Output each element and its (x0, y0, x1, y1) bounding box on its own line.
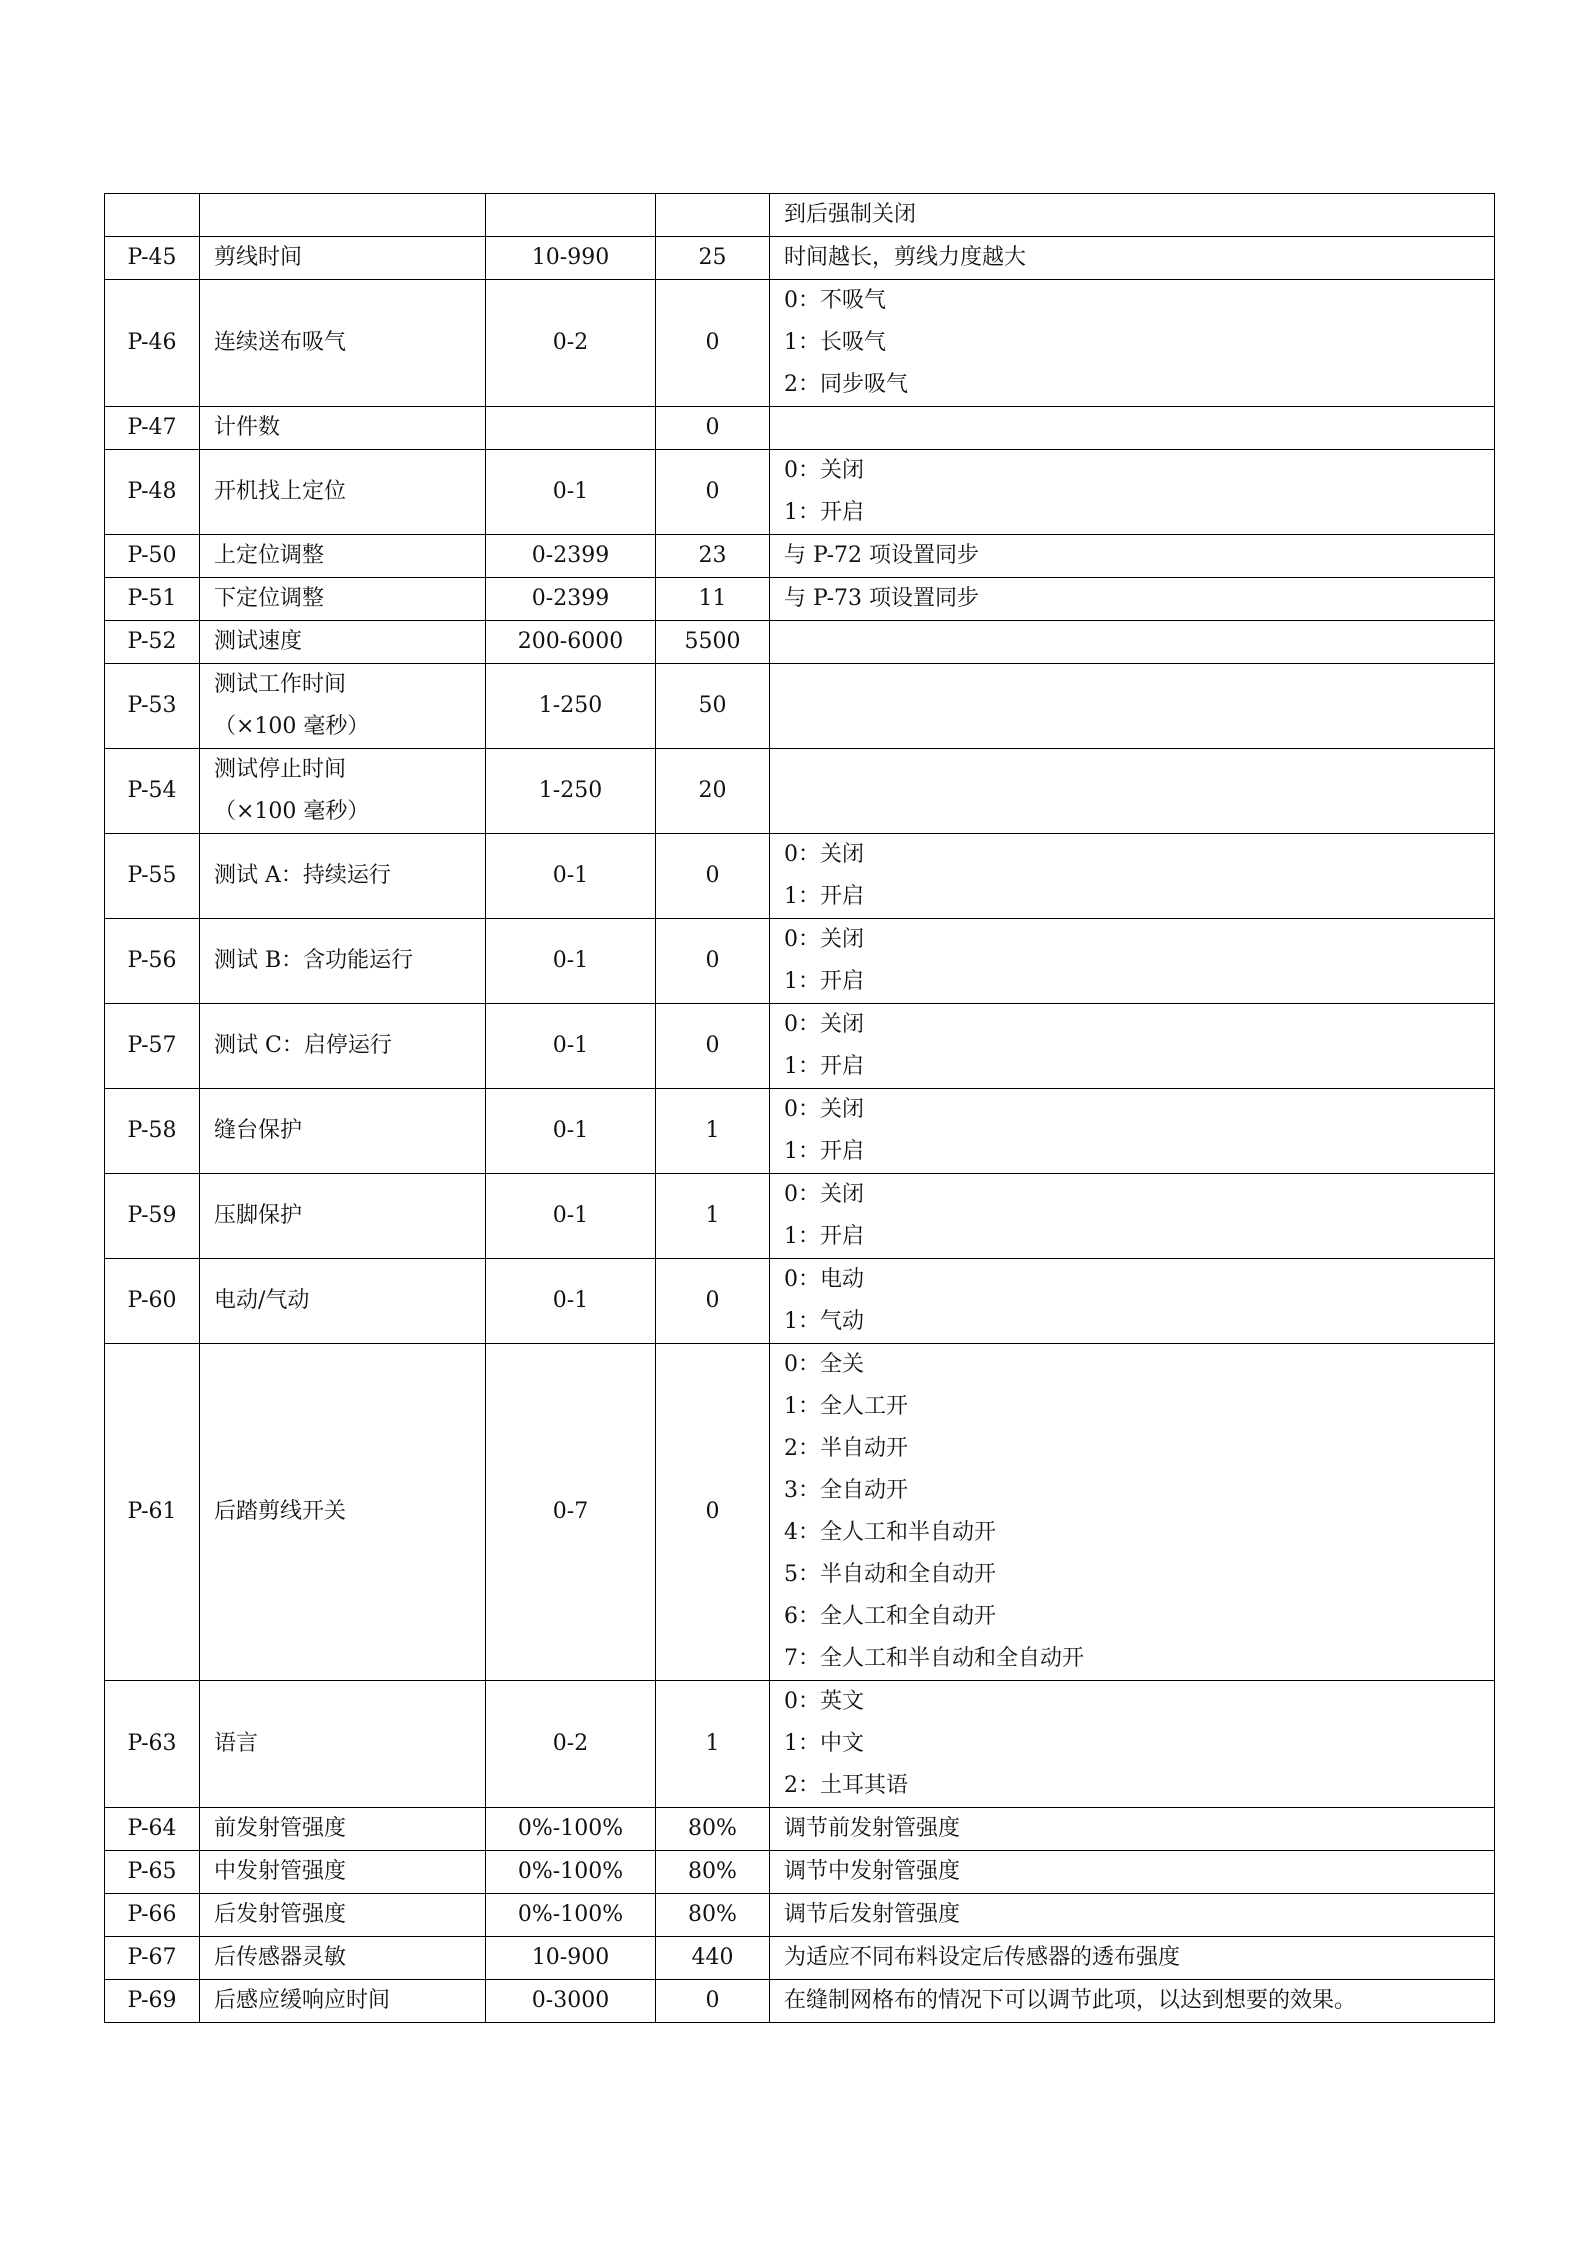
parameter-default: 1 (656, 1681, 770, 1808)
parameter-description (770, 1851, 1495, 1894)
parameter-description (770, 1681, 1495, 1808)
parameter-description-line: 1：开启 (784, 1054, 864, 1079)
parameter-description-line: 调节前发射管强度 (784, 1816, 961, 1841)
parameter-name-line: 计件数 (214, 415, 281, 440)
parameter-description-line: 0：关闭 (784, 1012, 864, 1037)
table-row (105, 1259, 1495, 1344)
parameter-name-line: 测试速度 (214, 629, 303, 654)
parameter-name (200, 664, 486, 749)
parameter-code: P-67 (105, 1937, 200, 1980)
parameter-name-line: （×100 毫秒） (214, 714, 370, 739)
parameter-description (770, 1937, 1495, 1980)
parameter-range: 1-250 (486, 749, 656, 834)
parameter-description (770, 450, 1495, 535)
parameter-range: 10-900 (486, 1937, 656, 1980)
parameter-description (770, 237, 1495, 280)
parameter-code: P-69 (105, 1980, 200, 2023)
parameter-description-line: 1：开启 (784, 500, 864, 525)
parameter-table (104, 193, 1495, 2023)
parameter-default: 0 (656, 280, 770, 407)
parameter-name (200, 1681, 486, 1808)
table-row (105, 749, 1495, 834)
table-row (105, 1980, 1495, 2023)
parameter-description-line: 0：关闭 (784, 458, 864, 483)
parameter-default: 1 (656, 1089, 770, 1174)
parameter-description (770, 834, 1495, 919)
table-row (105, 1681, 1495, 1808)
parameter-range: 0-1 (486, 1259, 656, 1344)
parameter-code: P-65 (105, 1851, 200, 1894)
parameter-description-line: 2：土耳其语 (784, 1773, 908, 1798)
parameter-description-line: 1：全人工开 (784, 1394, 908, 1419)
parameter-description-line: 1：开启 (784, 884, 864, 909)
table-row (105, 1344, 1495, 1681)
parameter-default: 0 (656, 919, 770, 1004)
parameter-default: 0 (656, 450, 770, 535)
parameter-description (770, 407, 1495, 450)
parameter-description-line: 调节中发射管强度 (784, 1859, 961, 1884)
parameter-description (770, 1894, 1495, 1937)
parameter-range: 0-1 (486, 450, 656, 535)
parameter-range: 0-1 (486, 834, 656, 919)
parameter-name (200, 407, 486, 450)
parameter-code: P-48 (105, 450, 200, 535)
parameter-name (200, 919, 486, 1004)
parameter-name-line: 上定位调整 (214, 543, 325, 568)
parameter-description (770, 1089, 1495, 1174)
parameter-description-line: 为适应不同布料设定后传感器的透布强度 (784, 1945, 1181, 1970)
parameter-description-line: 0：关闭 (784, 927, 864, 952)
parameter-range: 0%-100% (486, 1808, 656, 1851)
parameter-range: 0%-100% (486, 1851, 656, 1894)
parameter-default: 80% (656, 1851, 770, 1894)
parameter-default: 5500 (656, 621, 770, 664)
parameter-code: P-64 (105, 1808, 200, 1851)
parameter-code: P-45 (105, 237, 200, 280)
parameter-name (200, 578, 486, 621)
parameter-description-line (784, 621, 1480, 663)
parameter-name-line: 连续送布吸气 (214, 330, 347, 355)
parameter-description (770, 535, 1495, 578)
parameter-description (770, 1808, 1495, 1851)
parameter-code: P-50 (105, 535, 200, 578)
parameter-description-line: 到后强制关闭 (784, 202, 917, 227)
table-row (105, 1808, 1495, 1851)
parameter-description (770, 919, 1495, 1004)
parameter-range: 0-2399 (486, 578, 656, 621)
parameter-code: P-47 (105, 407, 200, 450)
parameter-range: 0-2 (486, 1681, 656, 1808)
parameter-code: P-61 (105, 1344, 200, 1681)
parameter-name-line: 剪线时间 (214, 245, 303, 270)
parameter-description-line: 1：开启 (784, 1139, 864, 1164)
parameter-name (200, 621, 486, 664)
document-page (104, 193, 1495, 2023)
parameter-code: P-57 (105, 1004, 200, 1089)
parameter-description-line (784, 407, 1480, 449)
parameter-description-line: 0：关闭 (784, 1182, 864, 1207)
parameter-range: 0%-100% (486, 1894, 656, 1937)
parameter-range: 0-7 (486, 1344, 656, 1681)
parameter-description-line: 7：全人工和半自动和全自动开 (784, 1646, 1084, 1671)
parameter-description-line: 1：长吸气 (784, 330, 886, 355)
parameter-default: 50 (656, 664, 770, 749)
parameter-code: P-66 (105, 1894, 200, 1937)
table-row (105, 535, 1495, 578)
parameter-name (200, 1259, 486, 1344)
parameter-default: 440 (656, 1937, 770, 1980)
parameter-name-line: 语言 (214, 1731, 259, 1756)
parameter-name (200, 237, 486, 280)
parameter-code: P-46 (105, 280, 200, 407)
parameter-range: 0-1 (486, 1174, 656, 1259)
parameter-default: 0 (656, 407, 770, 450)
parameter-name (200, 749, 486, 834)
parameter-range: 200-6000 (486, 621, 656, 664)
parameter-description (770, 194, 1495, 237)
parameter-name-line: 测试停止时间 (214, 757, 347, 782)
parameter-description-line (784, 791, 1480, 833)
parameter-name-line: 压脚保护 (214, 1203, 303, 1228)
parameter-name-line: 后感应缓响应时间 (214, 1988, 391, 2013)
parameter-range: 0-1 (486, 1004, 656, 1089)
parameter-range: 0-1 (486, 919, 656, 1004)
table-row (105, 237, 1495, 280)
parameter-description-line: 与 P-72 项设置同步 (784, 543, 980, 568)
parameter-code: P-55 (105, 834, 200, 919)
parameter-name-line: （×100 毫秒） (214, 799, 370, 824)
parameter-default: 80% (656, 1808, 770, 1851)
parameter-name (200, 1937, 486, 1980)
parameter-range: 0-1 (486, 1089, 656, 1174)
parameter-name (200, 1174, 486, 1259)
parameter-name-line: 测试工作时间 (214, 672, 347, 697)
parameter-code: P-53 (105, 664, 200, 749)
parameter-name-line: 后发射管强度 (214, 1902, 347, 1927)
parameter-code: P-52 (105, 621, 200, 664)
parameter-description (770, 749, 1495, 834)
parameter-name (200, 1851, 486, 1894)
table-row (105, 621, 1495, 664)
parameter-name-line: 后传感器灵敏 (214, 1945, 347, 1970)
parameter-description-line (784, 749, 1480, 791)
parameter-description-line (784, 706, 1480, 748)
parameter-description-line: 4：全人工和半自动开 (784, 1520, 996, 1545)
parameter-name-line: 后踏剪线开关 (214, 1499, 347, 1524)
parameter-description-line: 3：全自动开 (784, 1478, 908, 1503)
parameter-name (200, 1980, 486, 2023)
parameter-range: 0-3000 (486, 1980, 656, 2023)
parameter-description (770, 1980, 1495, 2023)
parameter-name (200, 834, 486, 919)
parameter-name (200, 1089, 486, 1174)
parameter-name-line: 缝台保护 (214, 1118, 303, 1143)
parameter-default: 23 (656, 535, 770, 578)
parameter-default: 80% (656, 1894, 770, 1937)
parameter-default: 0 (656, 1980, 770, 2023)
parameter-name-line: 测试 C：启停运行 (214, 1033, 392, 1058)
parameter-name-line: 开机找上定位 (214, 479, 347, 504)
parameter-default: 0 (656, 834, 770, 919)
parameter-description-line: 2：同步吸气 (784, 372, 908, 397)
parameter-name (200, 1808, 486, 1851)
parameter-name-line: 测试 A：持续运行 (214, 863, 391, 888)
table-row (105, 407, 1495, 450)
parameter-description (770, 1259, 1495, 1344)
parameter-range: 10-990 (486, 237, 656, 280)
parameter-name-line (214, 194, 471, 236)
table-row (105, 664, 1495, 749)
parameter-description-line: 0：关闭 (784, 1097, 864, 1122)
table-row (105, 194, 1495, 237)
table-row (105, 1851, 1495, 1894)
parameter-description (770, 1344, 1495, 1681)
parameter-name (200, 280, 486, 407)
parameter-description-line: 0：关闭 (784, 842, 864, 867)
parameter-name (200, 450, 486, 535)
parameter-description-line: 时间越长，剪线力度越大 (784, 245, 1027, 270)
parameter-default (656, 194, 770, 237)
parameter-name (200, 194, 486, 237)
parameter-name (200, 1894, 486, 1937)
parameter-description-line: 调节后发射管强度 (784, 1902, 961, 1927)
parameter-description-line: 0：全关 (784, 1352, 864, 1377)
parameter-range: 0-2399 (486, 535, 656, 578)
parameter-description-line: 在缝制网格布的情况下可以调节此项，以达到想要的效果。 (784, 1988, 1357, 2013)
parameter-name-line: 下定位调整 (214, 586, 325, 611)
parameter-code (105, 194, 200, 237)
parameter-description (770, 1174, 1495, 1259)
parameter-range (486, 407, 656, 450)
parameter-range: 0-2 (486, 280, 656, 407)
parameter-default: 25 (656, 237, 770, 280)
parameter-description (770, 578, 1495, 621)
parameter-description-line (784, 664, 1480, 706)
parameter-code: P-63 (105, 1681, 200, 1808)
parameter-description-line: 0：电动 (784, 1267, 864, 1292)
parameter-description-line: 0：不吸气 (784, 288, 886, 313)
parameter-description-line: 2：半自动开 (784, 1436, 908, 1461)
parameter-description-line: 1：气动 (784, 1309, 864, 1334)
parameter-table-body (105, 194, 1495, 2023)
parameter-default: 0 (656, 1259, 770, 1344)
parameter-code: P-60 (105, 1259, 200, 1344)
parameter-description-line: 0：英文 (784, 1689, 864, 1714)
parameter-name-line: 测试 B：含功能运行 (214, 948, 414, 973)
parameter-range: 1-250 (486, 664, 656, 749)
parameter-description (770, 1004, 1495, 1089)
table-row (105, 1004, 1495, 1089)
table-row (105, 1089, 1495, 1174)
parameter-description-line: 1：开启 (784, 1224, 864, 1249)
parameter-default: 11 (656, 578, 770, 621)
table-row (105, 1937, 1495, 1980)
parameter-code: P-59 (105, 1174, 200, 1259)
parameter-code: P-58 (105, 1089, 200, 1174)
parameter-description (770, 280, 1495, 407)
table-row (105, 578, 1495, 621)
parameter-description (770, 664, 1495, 749)
parameter-code: P-54 (105, 749, 200, 834)
parameter-name (200, 1004, 486, 1089)
parameter-default: 0 (656, 1004, 770, 1089)
parameter-description-line: 1：开启 (784, 969, 864, 994)
table-row (105, 834, 1495, 919)
table-row (105, 919, 1495, 1004)
parameter-name-line: 中发射管强度 (214, 1859, 347, 1884)
parameter-description-line: 1：中文 (784, 1731, 864, 1756)
table-row (105, 450, 1495, 535)
parameter-code: P-56 (105, 919, 200, 1004)
parameter-default: 20 (656, 749, 770, 834)
table-row (105, 1894, 1495, 1937)
parameter-description-line: 5：半自动和全自动开 (784, 1562, 996, 1587)
parameter-name (200, 1344, 486, 1681)
parameter-description-line: 6：全人工和全自动开 (784, 1604, 996, 1629)
parameter-name-line: 电动/气动 (214, 1288, 310, 1313)
table-row (105, 280, 1495, 407)
parameter-name-line: 前发射管强度 (214, 1816, 347, 1841)
parameter-name (200, 535, 486, 578)
parameter-description (770, 621, 1495, 664)
parameter-range (486, 194, 656, 237)
table-row (105, 1174, 1495, 1259)
parameter-default: 0 (656, 1344, 770, 1681)
parameter-code: P-51 (105, 578, 200, 621)
parameter-description-line: 与 P-73 项设置同步 (784, 586, 980, 611)
parameter-default: 1 (656, 1174, 770, 1259)
